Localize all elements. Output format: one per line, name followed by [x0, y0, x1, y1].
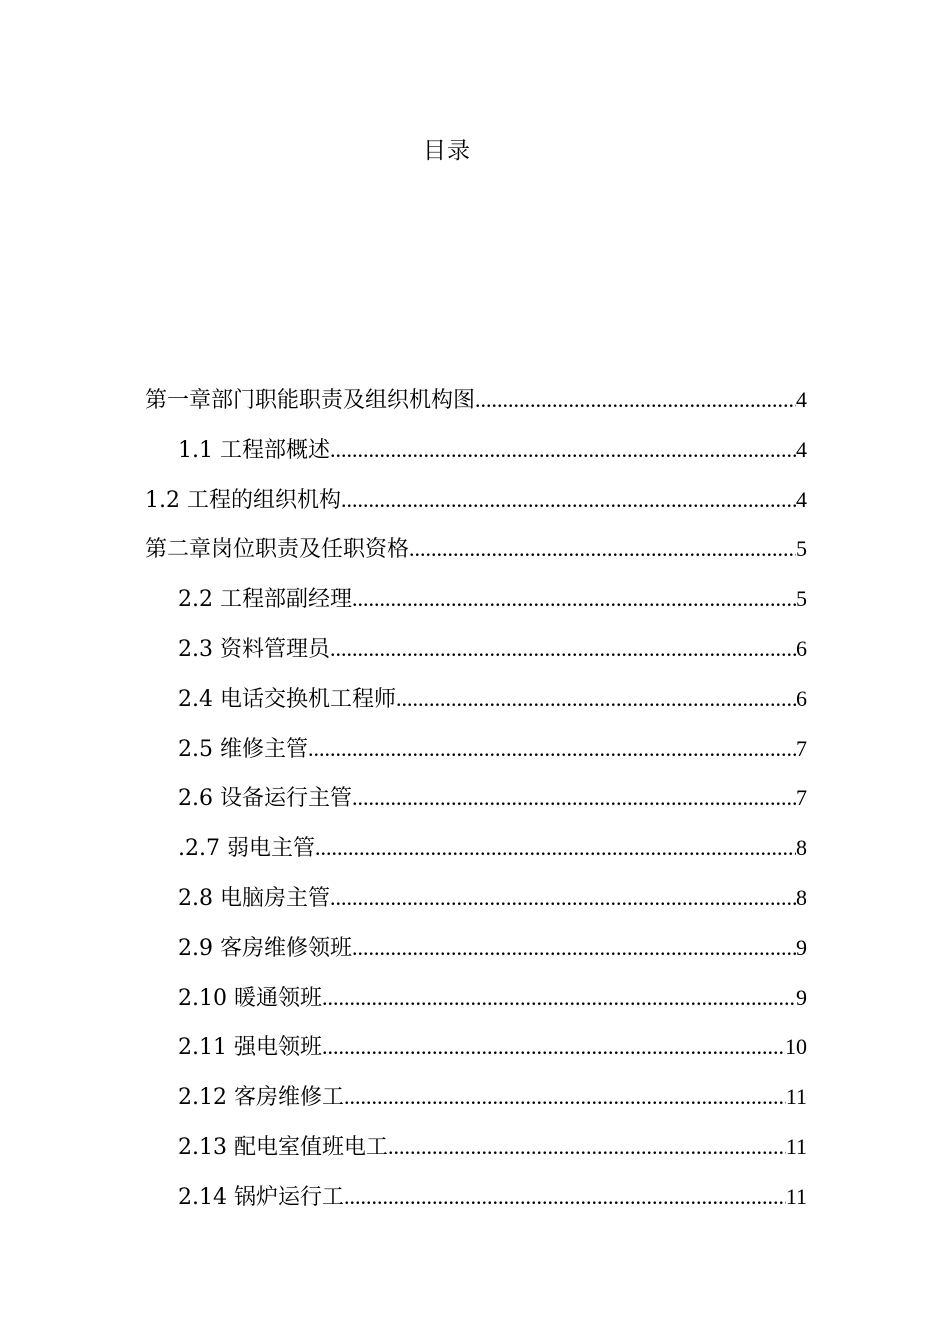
toc-dot-leader — [388, 1127, 786, 1167]
toc-page-number: 5 — [796, 536, 807, 562]
toc-dot-leader — [330, 430, 796, 470]
toc-entry-label: 2.13 配电室值班电工 — [178, 1134, 388, 1160]
toc-entry-label: 2.8 电脑房主管 — [178, 885, 330, 911]
toc-entry-label: 第二章岗位职责及任职资格 — [145, 537, 410, 563]
toc-page-number: 5 — [796, 586, 807, 612]
toc-entry[interactable] — [145, 1027, 807, 1077]
toc-page-number: 7 — [796, 735, 807, 761]
toc-dot-leader — [322, 978, 796, 1018]
toc-dot-leader — [409, 529, 796, 569]
toc-entry[interactable] — [145, 430, 807, 480]
toc-entry[interactable] — [145, 679, 807, 729]
toc-page-number: 11 — [785, 1133, 807, 1159]
toc-entry[interactable] — [145, 928, 807, 978]
toc-dot-leader — [344, 1077, 786, 1117]
toc-entry-label: 2.6 设备运行主管 — [178, 786, 352, 812]
table-of-contents — [145, 380, 807, 1227]
toc-entry-label: 2.12 客房维修工 — [178, 1085, 344, 1111]
toc-page-number: 4 — [796, 387, 807, 412]
toc-entry[interactable] — [145, 1077, 807, 1127]
toc-title: 目录 — [423, 138, 471, 164]
toc-entry[interactable] — [145, 778, 807, 828]
toc-page-number: 4 — [796, 436, 807, 462]
toc-dot-leader — [352, 778, 796, 818]
toc-entry-label: 2.9 客房维修领班 — [178, 935, 352, 961]
toc-entry[interactable] — [145, 828, 807, 878]
toc-entry[interactable] — [145, 1127, 807, 1177]
toc-dot-leader — [396, 679, 796, 719]
toc-page-number: 9 — [796, 934, 807, 960]
toc-page-number: 10 — [785, 1034, 807, 1060]
toc-page-number: 11 — [785, 1084, 807, 1110]
toc-dot-leader — [330, 878, 796, 918]
toc-entry[interactable] — [145, 978, 807, 1028]
toc-entry-label: 2.2 工程部副经理 — [178, 587, 352, 613]
toc-page-number: 4 — [796, 486, 807, 512]
toc-page-number: 6 — [796, 685, 807, 711]
toc-entry-label: 2.14 锅炉运行工 — [178, 1184, 344, 1210]
toc-dot-leader — [330, 629, 796, 669]
toc-entry-label: 2.5 维修主管 — [178, 736, 308, 762]
toc-page-number: 6 — [796, 635, 807, 661]
toc-dot-leader — [315, 828, 796, 868]
toc-dot-leader — [308, 729, 796, 769]
toc-page-number: 9 — [796, 984, 807, 1010]
toc-entry-label: 2.10 暖通领班 — [178, 985, 322, 1011]
toc-entry[interactable] — [145, 1177, 807, 1227]
toc-dot-leader — [475, 380, 796, 420]
toc-entry-label: 1.2 工程的组织机构 — [145, 487, 341, 513]
toc-entry[interactable] — [145, 529, 807, 579]
toc-entry-label: 2.11 强电领班 — [178, 1035, 322, 1061]
toc-page-number: 8 — [796, 884, 807, 910]
toc-dot-leader — [352, 579, 796, 619]
toc-dot-leader — [344, 1177, 786, 1217]
toc-entry[interactable] — [145, 579, 807, 629]
toc-entry[interactable] — [145, 629, 807, 679]
toc-page-number: 7 — [796, 785, 807, 811]
toc-entry-label: .2.7 弱电主管 — [178, 836, 315, 862]
toc-entry-label: 2.3 资料管理员 — [178, 636, 330, 662]
toc-entry-label: 1.1 工程部概述 — [178, 437, 330, 463]
toc-entry-label: 2.4 电话交换机工程师 — [178, 686, 396, 712]
toc-entry-label: 第一章部门职能职责及组织机构图 — [145, 388, 476, 413]
toc-dot-leader — [341, 480, 796, 520]
toc-entry[interactable] — [145, 878, 807, 928]
toc-entry[interactable] — [145, 380, 807, 430]
toc-entry[interactable] — [145, 729, 807, 779]
toc-dot-leader — [322, 1027, 785, 1067]
toc-page-number: 11 — [785, 1183, 807, 1209]
toc-entry[interactable] — [145, 480, 807, 530]
toc-page-number: 8 — [796, 835, 807, 861]
toc-dot-leader — [352, 928, 796, 968]
